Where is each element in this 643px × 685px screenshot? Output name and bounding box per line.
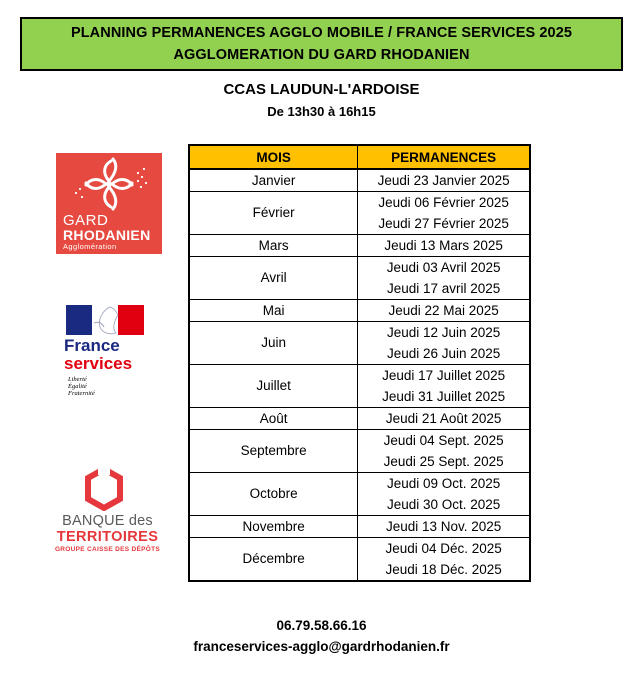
permanence-cell — [358, 516, 530, 538]
permanence-date: Jeudi 17 Juillet 2025 — [382, 368, 506, 383]
permanence-cell — [358, 408, 530, 430]
motto-line-1: Liberté — [68, 376, 87, 383]
banque-logo-text-2: TERRITOIRES — [56, 529, 159, 545]
title-line-1: PLANNING PERMANENCES AGGLO MOBILE / FRANCE SERVICES 2025 — [70, 25, 573, 41]
permanence-cell — [358, 538, 530, 582]
permanence-date: Jeudi 26 Juin 2025 — [386, 346, 501, 361]
permanence-date: Jeudi 31 Juillet 2025 — [382, 389, 506, 404]
marianne-flag-icon — [66, 305, 144, 335]
table-row — [189, 365, 530, 408]
opening-hours: De 13h30 à 16h15 — [267, 104, 376, 119]
contact-email: franceservices-agglo@gardrhodanien.fr — [193, 639, 450, 654]
month-cell: Mars — [189, 235, 358, 257]
france-services-logo — [58, 300, 158, 400]
month-cell: Juin — [189, 322, 358, 365]
motto-line-2: Égalité — [68, 383, 87, 390]
month-cell: Janvier — [189, 169, 358, 192]
table-row — [189, 538, 530, 582]
column-header-mois: MOIS — [189, 145, 358, 169]
month-cell: Juillet — [189, 365, 358, 408]
table-row — [189, 257, 530, 300]
table-row — [189, 430, 530, 473]
month-cell: Décembre — [189, 538, 358, 582]
schedule-body — [189, 169, 530, 581]
month-cell: Novembre — [189, 516, 358, 538]
schedule-table — [188, 144, 531, 582]
permanence-date: Jeudi 04 Déc. 2025 — [385, 541, 502, 556]
permanence-date: Jeudi 03 Avril 2025 — [386, 260, 501, 275]
permanence-cell — [358, 192, 530, 235]
month-cell: Avril — [189, 257, 358, 300]
title-banner — [20, 17, 623, 71]
france-services-text-2: services — [64, 354, 133, 373]
table-row — [189, 169, 530, 192]
permanence-date: Jeudi 13 Nov. 2025 — [385, 519, 502, 534]
title-line-2: AGGLOMERATION DU GARD RHODANIEN — [173, 47, 470, 63]
table-row — [189, 322, 530, 365]
permanence-date: Jeudi 13 Mars 2025 — [384, 238, 503, 253]
gard-logo-text-2: RHODANIEN — [63, 227, 151, 243]
banque-logo-text-3: GROUPE CAISSE DES DÉPÔTS — [54, 546, 161, 553]
permanence-cell — [358, 235, 530, 257]
gard-cross-icon — [56, 153, 162, 215]
permanence-cell — [358, 430, 530, 473]
permanence-date: Jeudi 06 Février 2025 — [378, 195, 509, 210]
permanence-cell — [358, 300, 530, 322]
permanence-date: Jeudi 30 Oct. 2025 — [386, 497, 501, 512]
gard-logo-text-3: Agglomération — [63, 242, 117, 251]
republic-motto — [68, 376, 95, 397]
contact-phone: 06.79.58.66.16 — [276, 618, 367, 633]
permanence-cell — [358, 322, 530, 365]
hexagon-icon — [84, 466, 124, 511]
permanence-date: Jeudi 25 Sept. 2025 — [383, 454, 504, 469]
banque-des-territoires-logo — [45, 466, 170, 561]
table-row — [189, 516, 530, 538]
table-row — [189, 300, 530, 322]
permanence-date: Jeudi 04 Sept. 2025 — [383, 433, 504, 448]
table-row — [189, 473, 530, 516]
permanence-cell — [358, 473, 530, 516]
permanence-date: Jeudi 22 Mai 2025 — [388, 303, 499, 318]
permanence-cell — [358, 257, 530, 300]
motto-line-3: Fraternité — [68, 390, 95, 397]
table-row — [189, 408, 530, 430]
table-row — [189, 192, 530, 235]
month-cell: Octobre — [189, 473, 358, 516]
gard-logo-text-1: GARD — [63, 212, 109, 229]
month-cell: Septembre — [189, 430, 358, 473]
permanence-date: Jeudi 18 Déc. 2025 — [385, 562, 502, 577]
month-cell: Août — [189, 408, 358, 430]
permanence-cell — [358, 169, 530, 192]
month-cell: Mai — [189, 300, 358, 322]
banque-logo-text-1: BANQUE des — [62, 513, 153, 529]
france-services-text-1: France — [64, 336, 120, 355]
month-cell: Février — [189, 192, 358, 235]
permanence-date: Jeudi 09 Oct. 2025 — [386, 476, 501, 491]
permanence-date: Jeudi 17 avril 2025 — [386, 281, 501, 296]
venue-title: CCAS LAUDUN-L'ARDOISE — [223, 81, 420, 98]
permanence-date: Jeudi 23 Janvier 2025 — [377, 173, 510, 188]
table-header-row — [189, 145, 530, 169]
table-row — [189, 235, 530, 257]
permanence-date: Jeudi 21 Août 2025 — [385, 411, 502, 426]
permanence-cell — [358, 365, 530, 408]
permanence-date: Jeudi 27 Février 2025 — [378, 216, 509, 231]
permanence-date: Jeudi 12 Juin 2025 — [386, 325, 501, 340]
column-header-permanences: PERMANENCES — [358, 145, 530, 169]
gard-rhodanien-logo — [56, 153, 162, 254]
